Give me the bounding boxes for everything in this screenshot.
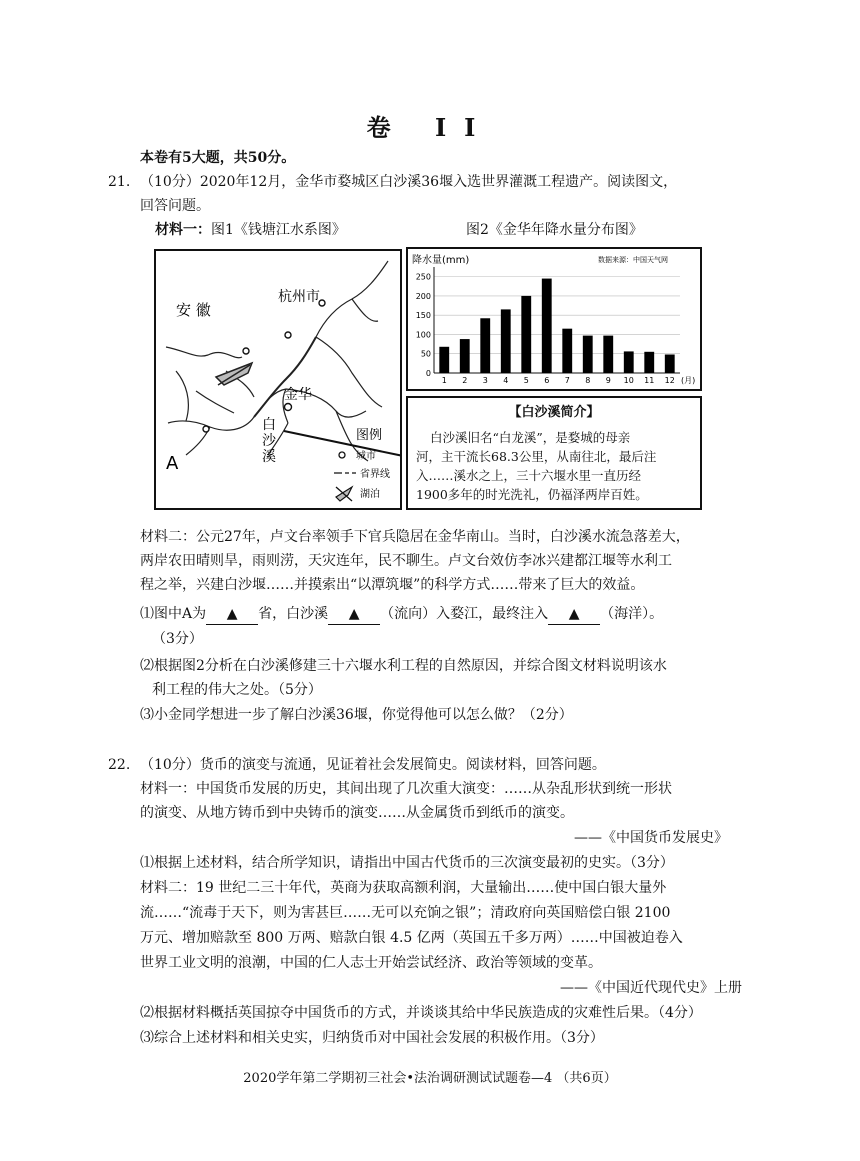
q21-sub1: ⑴图中A为 ▲ 省，白沙溪 ▲ （流向）入婺江，最终注入 ▲ （海洋）。 [140, 604, 663, 625]
q21-sub1-score: （3分） [152, 631, 203, 647]
chart-bar-month-2 [460, 339, 470, 373]
intro-box-line-4: 1900多年的时光洗礼，仍福泽两岸百姓。 [416, 487, 648, 502]
chart-xtick-label: 4 [503, 376, 509, 385]
baishaxi-intro-box [406, 396, 702, 510]
label-baishaxi-2: 沙 [262, 433, 276, 449]
chart-ytick-label: 200 [415, 291, 431, 301]
section-intro: 本卷有5大题，共50分。 [140, 150, 296, 166]
city-jinhua-marker [285, 404, 292, 411]
label-baishaxi-3: 溪 [262, 449, 276, 465]
chart-ytick-label: 100 [415, 330, 431, 340]
chart-bar-month-9 [603, 336, 613, 373]
chart-xtick-label: 8 [585, 376, 591, 385]
chart-ytick-label: 250 [415, 272, 431, 282]
q21-stem-line2: 回答问题。 [140, 198, 210, 214]
chart-ytick-label: 0 [425, 369, 431, 378]
map-legend [334, 428, 390, 501]
q22-material2-line1: 材料二：19 世纪二三十年代，英商为获取高额利润，大量输出……使中国白银大量外 [140, 880, 667, 896]
q22-material2-line3: 万元、增加赔款至 800 万两、赔款白银 4.5 亿两（英国五千多万两）……中国被迫卷入 [140, 930, 683, 946]
chart-xtick-label: 10 [623, 376, 634, 385]
q22-sub1: ⑴根据上述材料，结合所学知识，请指出中国古代货币的三次演变最初的史实。（3分） [140, 855, 674, 871]
chart-xtick-label: 11 [644, 376, 655, 385]
chart-bar-month-4 [501, 309, 511, 373]
intro-box-line-1: 白沙溪旧名“白龙溪”，是婺城的母亲 [430, 430, 631, 445]
chart-bar-month-11 [644, 352, 654, 373]
q21-sub2-line2: 利工程的伟大之处。（5分） [152, 682, 322, 698]
answer-blank-province[interactable]: ▲ [206, 604, 258, 625]
chart-ylabel: 降水量(mm) [412, 255, 470, 266]
page-footer: 2020学年第二学期初三社会•法治调研测试试题卷—4 （共6页） [243, 1071, 617, 1086]
q22-material2-line2: 流……“流毒于天下，则为害甚巨……无可以充饷之银”；清政府向英国赔偿白银 2100 [140, 905, 671, 921]
chart-xtick-label: 12 [664, 376, 675, 385]
chart-xtick-label: 9 [605, 376, 611, 385]
chart-ytick-label: 50 [420, 349, 431, 359]
svg-text:省界线: 省界线 [360, 469, 390, 480]
figure2-caption: 图2《金华年降水量分布图》 [466, 222, 643, 238]
intro-box-title: 【白沙溪简介】 [508, 405, 600, 420]
q21-sub2-line1: ⑵根据图2分析在白沙溪修建三十六堰水利工程的自然原因，并综合图文材料说明该水 [140, 658, 667, 674]
chart-bar-month-12 [665, 354, 675, 373]
svg-text:城市: 城市 [356, 451, 376, 462]
svg-text:图例: 图例 [356, 428, 383, 443]
q22-material2-line4: 世界工业文明的浪潮，中国的仁人志士开始尝试经济、政治等领域的变革。 [140, 955, 602, 971]
qiantang-river-map [154, 249, 402, 510]
q22-number: 22. [108, 757, 131, 773]
q22-sub3: ⑶综合上述材料和相关史实，归纳货币对中国社会发展的积极作用。（3分） [140, 1030, 604, 1046]
q22-material1-source: ——《中国货币发展史》 [574, 830, 728, 846]
q21-material2-line1: 材料二：公元27年，卢文台率领手下官兵隐居在金华南山。当时，白沙溪水流急落差大， [140, 529, 690, 545]
chart-source: 数据来源：中国天气网 [598, 256, 668, 264]
q22-material1-line2: 的演变、从地方铸币到中央铸币的演变……从金属货币到纸币的演变。 [140, 805, 574, 821]
svg-text:湖泊: 湖泊 [360, 489, 380, 500]
answer-blank-ocean[interactable]: ▲ [548, 604, 600, 625]
q21-stem-line1: （10分）2020年12月，金华市婺城区白沙溪36堰入选世界灌溉工程遗产。阅读图文， [140, 174, 678, 190]
chart-xtick-label: 2 [462, 376, 468, 385]
label-a: A [166, 453, 179, 474]
chart-bar-month-6 [542, 279, 552, 373]
label-anhui: 安 徽 [176, 301, 211, 319]
label-hangzhou: 杭州市 [278, 289, 320, 305]
q21-material2-line2: 两岸农田晴则旱，雨则涝，天灾连年，民不聊生。卢文台效仿李冰兴建都江堰等水利工 [140, 553, 672, 569]
label-jinhua: 金华 [284, 387, 312, 403]
chart-xtick-label: 7 [564, 376, 570, 385]
chart-bar-month-8 [583, 336, 593, 373]
section-title: 卷 II [366, 113, 494, 142]
precipitation-chart [406, 247, 702, 391]
q21-material2-line3: 程之举，兴建白沙堰……并摸索出“以潭筑堰”的科学方式……带来了巨大的效益。 [140, 577, 645, 593]
intro-box-line-3: 入……溪水之上，三十六堰水里一直历经 [416, 468, 642, 483]
answer-blank-direction[interactable]: ▲ [328, 604, 380, 625]
figure1-caption: 图1《钱塘江水系图》 [211, 222, 346, 238]
chart-xlabel: (月) [681, 376, 696, 385]
chart-xtick-label: 6 [544, 376, 550, 385]
chart-ytick-label: 150 [415, 311, 431, 321]
chart-bar-month-7 [562, 329, 572, 373]
q22-material1-line1: 材料一：中国货币发展的历史，其间出现了几次重大演变：……从杂乱形状到统一形状 [140, 781, 672, 797]
q22-stem: （10分）货币的演变与流通，见证着社会发展简史。阅读材料，回答问题。 [140, 757, 606, 773]
q21-material1-label: 材料一：图1《钱塘江水系图》 [155, 222, 346, 238]
q21-number: 21. [108, 174, 131, 190]
chart-bar-month-3 [480, 318, 490, 373]
chart-bar-month-5 [521, 296, 531, 373]
intro-box-line-2: 河，主干流长68.3公里，从南往北，最后注 [416, 449, 657, 464]
q21-sub3: ⑶小金同学想进一步了解白沙溪36堰，你觉得他可以怎么做？（2分） [140, 707, 573, 723]
label-baishaxi-1: 白 [262, 417, 276, 433]
q22-sub2: ⑵根据材料概括英国掠夺中国货币的方式，并谈谈其给中华民族造成的灾难性后果。（4分） [140, 1005, 702, 1021]
chart-xtick-label: 5 [523, 376, 529, 385]
lake-xinanjiang [216, 363, 252, 385]
chart-bar-month-10 [624, 351, 634, 373]
q22-material2-source: ——《中国近代现代史》上册 [560, 980, 742, 996]
chart-bar-month-1 [439, 347, 449, 373]
chart-xtick-label: 1 [441, 376, 447, 385]
province-border [166, 347, 242, 358]
chart-xtick-label: 3 [482, 376, 488, 385]
